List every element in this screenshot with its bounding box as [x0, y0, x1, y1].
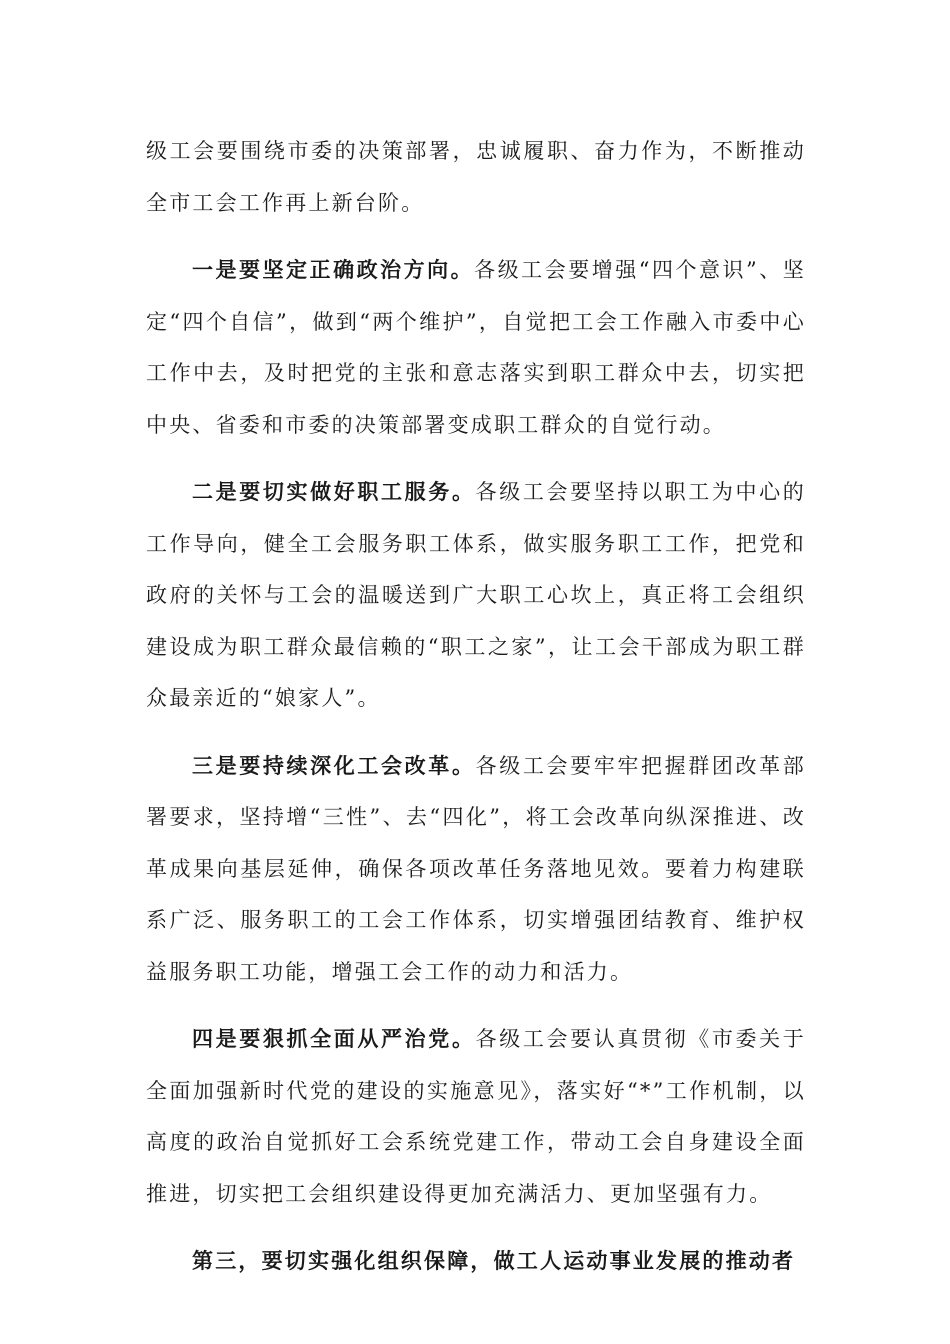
- paragraph-text: 级工会要围绕市委的决策部署，忠诚履职、奋力作为，不断推动全市工会工作再上新台阶。: [146, 139, 806, 215]
- paragraph-lead: 一是要坚定正确政治方向。: [192, 257, 475, 282]
- section-heading: 第三，要切实强化组织保障，做工人运动事业发展的推动者: [192, 1248, 796, 1273]
- paragraph-political-direction: [146, 244, 806, 451]
- paragraph-text: 各级工会要坚持以职工为中心的工作导向，健全工会服务职工体系，做实服务职工工作，把党和政府的关怀与工会的温暖送到广大职工心坎上，真正将工会组织建设成为职工群众最信赖的“职工之家”，让工会干部成为职工群众最亲近的“娘家人”。: [146, 480, 806, 710]
- paragraph-text: 各级工会要增强“四个意识”、坚定“四个自信”，做到“两个维护”，自觉把工会工作融入市委中心工作中去，及时把党的主张和意志落实到职工群众中去，切实把中央、省委和市委的决策部署变成职工群众的自觉行动。: [146, 258, 806, 437]
- paragraph-lead: 三是要持续深化工会改革。: [192, 752, 476, 778]
- paragraph-continuation: [146, 126, 806, 229]
- paragraph-party-discipline: [146, 1013, 806, 1220]
- paragraph-lead: 二是要切实做好职工服务。: [192, 479, 476, 504]
- paragraph-text: 各级工会要认真贯彻《市委关于全面加强新时代党的建设的实施意见》，落实好“*”工作机制，以高度的政治自觉抓好工会系统党建工作，带动工会自身建设全面推进，切实把工会组织建设得更加充满活力、更加坚强有力。: [146, 1027, 806, 1206]
- paragraph-union-reform: [146, 740, 806, 999]
- document-body: [146, 126, 806, 1287]
- paragraph-lead: 四是要狠抓全面从严治党。: [192, 1026, 476, 1051]
- paragraph-worker-service: [146, 466, 806, 725]
- paragraph-text: 各级工会要牢牢把握群团改革部署要求，坚持增“三性”、去“四化”，将工会改革向纵深推进、改革成果向基层延伸，确保各项改革任务落地见效。要着力构建联系广泛、服务职工的工会工作体系，切实增强团结教育、维护权益服务职工功能，增强工会工作的动力和活力。: [146, 753, 806, 984]
